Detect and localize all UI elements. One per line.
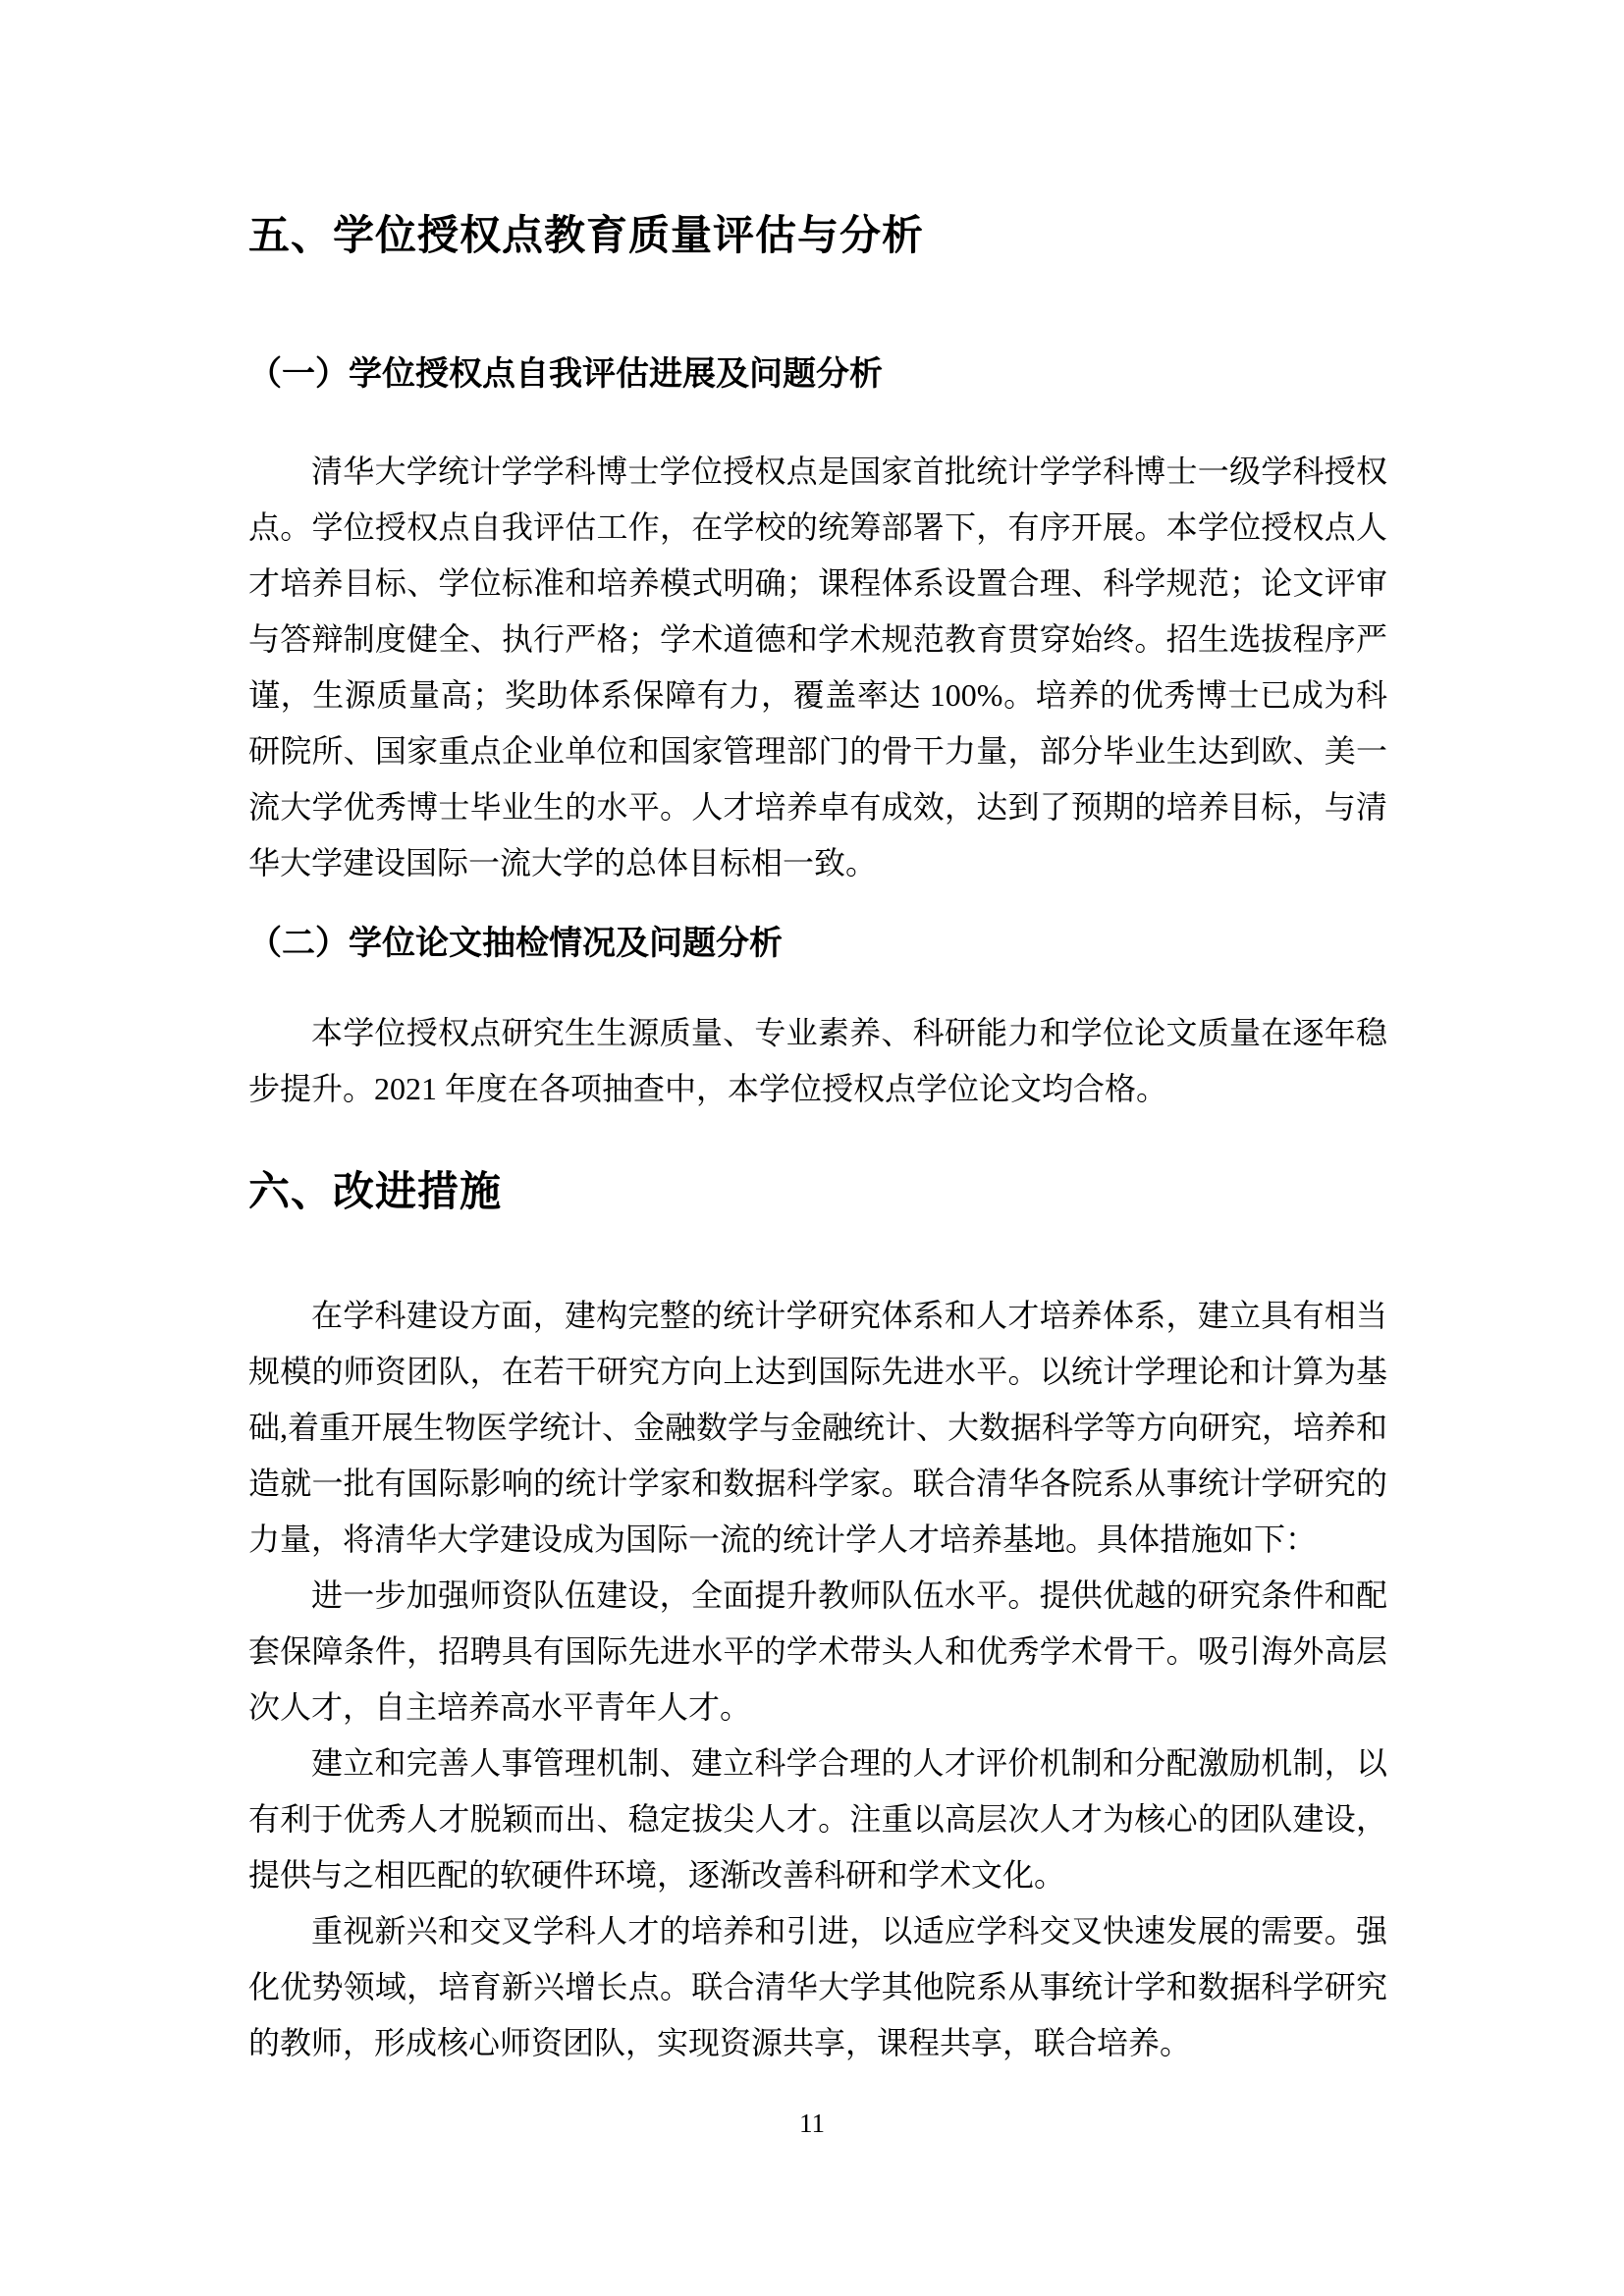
subsection-heading-5-2: （二）学位论文抽检情况及问题分析 xyxy=(248,925,783,962)
paragraph-discipline-construction: 在学科建设方面，建构完整的统计学研究体系和人才培养体系，建立具有相当规模的师资团队，在若干研究方向上达到国际先进水平。以统计学理论和计算为基础,着重开展生物医学统计、金融数学与金融统计、大数据科学等方向研究，培养和造就一批有国际影响的统计学家和数据科学家。联合清华各院系从事统计学研究的力量，将清华大学建设成为国际一流的统计学人才培养基地。具体措施如下： xyxy=(248,1298,1388,1557)
section-heading-6: 六、改进措施 xyxy=(248,1168,503,1214)
paragraph-interdisciplinary-talent: 重视新兴和交叉学科人才的培养和引进，以适应学科交叉快速发展的需要。强化优势领域，培育新兴增长点。联合清华大学其他院系从事统计学和数据科学研究的教师，形成核心师资团队，实现资源共享，课程共享，联合培养。 xyxy=(248,1913,1387,2060)
paragraph-personnel-mechanism: 建立和完善人事管理机制、建立科学合理的人才评价机制和分配激励机制，以有利于优秀人才脱颖而出、稳定拔尖人才。注重以高层次人才为核心的团队建设，提供与之相匹配的软硬件环境，逐渐改善科研和学术文化。 xyxy=(248,1745,1387,1893)
paragraph-faculty-building: 进一步加强师资队伍建设，全面提升教师队伍水平。提供优越的研究条件和配套保障条件，招聘具有国际先进水平的学术带头人和优秀学术骨干。吸引海外高层次人才，自主培养高水平青年人才。 xyxy=(248,1577,1387,1725)
section-heading-5: 五、学位授权点教育质量评估与分析 xyxy=(248,212,925,258)
subsection-heading-5-1: （一）学位授权点自我评估进展及问题分析 xyxy=(248,355,883,393)
page-number: 11 xyxy=(799,2109,825,2138)
paragraph-thesis-sampling: 本学位授权点研究生生源质量、专业素养、科研能力和学位论文质量在逐年稳步提升。2021 年度在各项抽查中，本学位授权点学位论文均合格。 xyxy=(248,1015,1387,1106)
document-content xyxy=(248,0,1387,2071)
paragraph-self-evaluation: 清华大学统计学学科博士学位授权点是国家首批统计学学科博士一级学科授权点。学位授权点自我评估工作，在学校的统筹部署下，有序开展。本学位授权点人才培养目标、学位标准和培养模式明确；课程体系设置合理、科学规范；论文评审与答辩制度健全、执行严格；学术道德和学术规范教育贯穿始终。招生选拔程序严谨，生源质量高；奖助体系保障有力，覆盖率达 100%。培养的优秀博士已成为科研院所、国家重点企业单位和国家管理部门的骨干力量，部分毕业生达到欧、美一流大学优秀博士毕业生的水平。人才培养卓有成效，达到了预期的培养目标，与清华大学建设国际一流大学的总体目标相一致。 xyxy=(248,454,1387,881)
